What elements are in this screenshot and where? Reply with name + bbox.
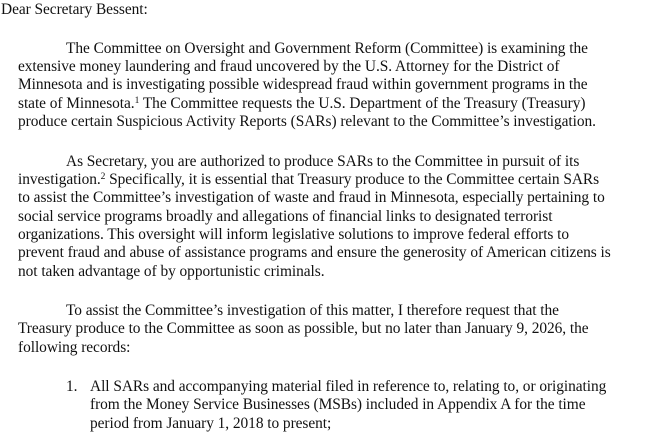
list-item-1-line-2: from the Money Service Businesses (MSBs) included in Appendix A for the time xyxy=(90,396,586,413)
paragraph-2-line-6 xyxy=(18,244,611,261)
paragraph-2-line-1 xyxy=(66,153,579,170)
paragraph-1-line-4-text: state of Minnesota. xyxy=(18,95,135,112)
paragraph-1-line-4 xyxy=(18,95,585,112)
list-item-1-number: 1. xyxy=(66,378,78,395)
paragraph-1-line-1-text: The Committee on Oversight and Government Reform (Committee) is examining the xyxy=(66,40,588,57)
paragraph-1-line-3 xyxy=(18,76,588,93)
footnote-1-marker[interactable]: 1 xyxy=(134,96,140,106)
paragraph-2-line-4-text: social service programs broadly and allegations of financial links to designated terrorist xyxy=(18,208,553,225)
paragraph-2-line-2-text-cont: Specifically, it is essential that Treasury produce to the Committee certain SARs xyxy=(105,171,600,188)
paragraph-2-line-1-text: As Secretary, you are authorized to produce SARs to the Committee in pursuit of its xyxy=(66,153,580,170)
paragraph-2-line-7 xyxy=(18,263,325,280)
paragraph-1-line-3-text: Minnesota and is investigating possible widespread fraud within government programs in the xyxy=(18,76,588,93)
paragraph-2-line-5 xyxy=(18,226,569,243)
paragraph-3-line-3-text: following records: xyxy=(18,339,131,356)
paragraph-3-line-1 xyxy=(66,302,559,319)
salutation: Dear Secretary Bessent: xyxy=(1,1,148,18)
paragraph-2-line-6-text: prevent fraud and abuse of assistance programs and ensure the generosity of American citizens is xyxy=(18,244,611,261)
paragraph-1-line-2 xyxy=(18,58,559,75)
paragraph-2-line-3 xyxy=(18,189,605,206)
paragraph-1-line-1 xyxy=(66,40,588,57)
paragraph-1-line-2-text: extensive money laundering and fraud uncovered by the U.S. Attorney for the District of xyxy=(18,58,560,75)
paragraph-2-line-3-text: to assist the Committee’s investigation of waste and fraud in Minnesota, especially pertaining to xyxy=(18,189,605,206)
footnote-2-marker[interactable]: 2 xyxy=(100,172,106,182)
paragraph-2-line-7-text: not taken advantage of by opportunistic criminals. xyxy=(18,263,325,280)
paragraph-2-line-2-text: investigation. xyxy=(18,171,101,188)
paragraph-1-line-5-text: produce certain Suspicious Activity Reports (SARs) relevant to the Committee’s investigation. xyxy=(18,113,596,130)
paragraph-3-line-2-text: Treasury produce to the Committee as soon as possible, but no later than January 9, 2026, the xyxy=(18,320,589,337)
paragraph-2-line-5-text: organizations. This oversight will inform legislative solutions to improve federal efforts to xyxy=(18,226,570,243)
paragraph-3-line-2 xyxy=(18,320,589,337)
list-item-1-line-3: period from January 1, 2018 to present; xyxy=(90,415,332,432)
paragraph-3-line-1-text: To assist the Committee’s investigation of this matter, I therefore request that the xyxy=(66,302,559,319)
paragraph-2-line-2 xyxy=(18,171,599,188)
list-item-1-line-1: All SARs and accompanying material filed in reference to, relating to, or originating xyxy=(90,378,607,395)
paragraph-1-line-5 xyxy=(18,113,596,130)
paragraph-1-line-4-text-cont: The Committee requests the U.S. Department of the Treasury (Treasury) xyxy=(139,95,586,112)
paragraph-2-line-4 xyxy=(18,208,552,225)
paragraph-3-line-3 xyxy=(18,339,130,356)
